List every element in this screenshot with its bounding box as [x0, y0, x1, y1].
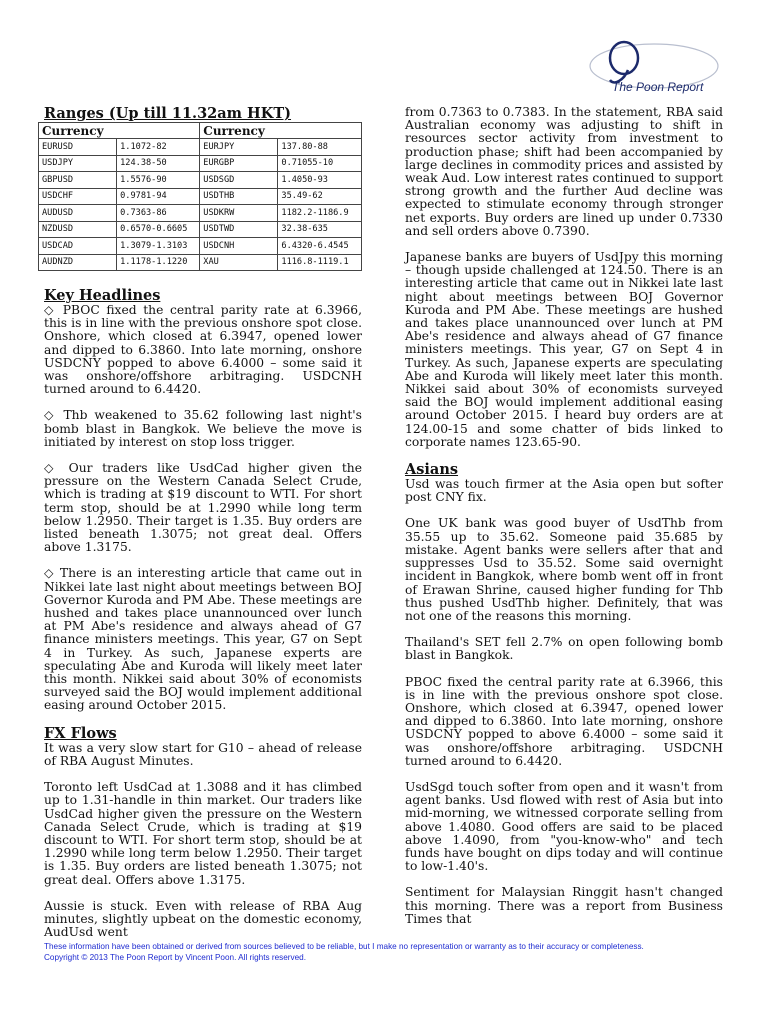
range-value: 1.5576-90: [117, 172, 200, 189]
currency-header-left: Currency: [39, 123, 200, 139]
currency-pair: USDCAD: [39, 238, 117, 255]
left-column: [44, 287, 362, 939]
currency-pair: USDSGD: [200, 172, 278, 189]
asians-para: Sentiment for Malaysian Ringgit hasn't changed this morning. There was a report from Business Times that: [405, 885, 723, 926]
fx-flows-para: Aussie is stuck. Even with release of RBA Aug minutes, slightly upbeat on the domestic economy, AudUsd went: [44, 898, 362, 940]
asians-para: UsdSgd touch softer from open and it wasn't from agent banks. Usd flowed with rest of Asia but into mid-morning, we witnessed corporate selling from above 1.4080. Good offers are said to be placed above 1.4090, from "you-know-who" and tech funds have bought on dips today and will continue to low-1.40's.: [405, 779, 723, 874]
fx-flows-heading: FX Flows: [44, 724, 117, 742]
range-value: 0.9781-94: [117, 188, 200, 205]
currency-pair: XAU: [200, 254, 278, 271]
currency-pair: EURUSD: [39, 139, 117, 156]
ranges-row: [39, 139, 362, 156]
asians-para: One UK bank was good buyer of UsdThb from 35.55 up to 35.62. Someone paid 35.685 by mistake. Agent banks were sellers after that and suppresses Usd to 35.52. Some said overnight incident in Bangkok, where bomb went off in front of Erawan Shrine, caused higher funding for Thb thus pushed UsdThb higher. Definitely, that was not one of the reasons this morning.: [405, 516, 723, 623]
footer-copyright: Copyright © 2013 The Poon Report by Vincent Poon. All rights reserved.: [44, 953, 306, 962]
currency-pair: EURGBP: [200, 155, 278, 172]
currency-pair: AUDUSD: [39, 205, 117, 222]
range-value: 1182.2-1186.9: [278, 205, 362, 222]
body-para: from 0.7363 to 0.7383. In the statement, RBA said Australian economy was adjusting to shift in resources sector activity from investment to production phase; shift had been accompanied by large declines in commodity prices and assisted by weak Aud. Low interest rates continued to support strong growth and the further Aud decline was expected to stimulate economy through stronger net exports. Buy orders are lined up under 0.7330 and sell orders above 0.7390.: [405, 105, 724, 238]
currency-pair: USDJPY: [39, 155, 117, 172]
range-value: 1.3079-1.3103: [117, 238, 200, 255]
currency-pair: USDTWD: [200, 221, 278, 238]
headline-item: ◇ Our traders like UsdCad higher given the pressure on the Western Canada Select Crude, which is trading at $19 discount to WTI. For short term stop, should be at 1.2990 while long term below 1.2950. Their target is 1.35. Buy orders are listed beneath 1.3075; not great deal. Offers above 1.3175.: [44, 461, 362, 555]
range-value: 124.38-50: [117, 155, 200, 172]
ranges-row: [39, 254, 362, 271]
range-value: 35.49-62: [278, 188, 362, 205]
currency-pair: USDKRW: [200, 205, 278, 222]
ranges-row: [39, 221, 362, 238]
headline-item: ◇ Thb weakened to 35.62 following last night's bomb blast in Bangkok. We believe the move is initiated by interest on stop loss trigger.: [44, 408, 362, 449]
asians-heading: Asians: [405, 461, 459, 479]
headline-item: ◇ There is an interesting article that came out in Nikkei late last night about meetings between BOJ Governor Kuroda and PM Abe. These meetings are hushed and takes place unannounced over lunch at PM Abe's residence and always ahead of G7 finance ministers meetings. This year, G7 on Sept 4 in Turkey. As such, Japanese experts are speculating Abe and Kuroda will likely meet later this month. Nikkei said about 30% of economists surveyed said the BOJ would implement additional easing around October 2015.: [44, 566, 362, 713]
key-headlines-heading: Key Headlines: [44, 287, 161, 304]
range-value: 1.1072-82: [117, 139, 200, 156]
ranges-row: [39, 238, 362, 255]
brand-name: The Poon Report: [612, 80, 704, 94]
range-value: 0.6570-0.6605: [117, 221, 200, 238]
ranges-row: [39, 205, 362, 222]
fx-flows-para: It was a very slow start for G10 – ahead of release of RBA August Minutes.: [44, 740, 362, 768]
currency-pair: AUDNZD: [39, 254, 117, 271]
footer: [44, 941, 724, 963]
currency-pair: USDTHB: [200, 188, 278, 205]
body-para: Japanese banks are buyers of UsdJpy this morning – though upside challenged at 124.50. There is an interesting article that came out in Nikkei late last night about meetings between BOJ Governor Kuroda and PM Abe. These meetings are hushed and takes place unannounced over lunch at PM Abe's residence and always ahead of G7 finance ministers meetings. This year, G7 on Sept 4 in Turkey. As such, Japanese experts are speculating Abe and Kuroda will likely meet later this month. Nikkei said about 30% of economists surveyed said the BOJ would implement additional easing around October 2015. I heard buy orders are at 124.00-15 and some chatter of bids linked to corporate names 123.65-90.: [405, 250, 723, 449]
range-value: 6.4320-6.4545: [278, 238, 362, 255]
ranges-title: Ranges (Up till 11.32am HKT): [44, 105, 292, 122]
ranges-row: [39, 155, 362, 172]
ranges-header-row: [39, 123, 362, 139]
range-value: 32.38-635: [278, 221, 362, 238]
currency-pair: USDCHF: [39, 188, 117, 205]
currency-pair: USDCNH: [200, 238, 278, 255]
range-value: 137.80-88: [278, 139, 362, 156]
asians-para: Thailand's SET fell 2.7% on open following bomb blast in Bangkok.: [405, 635, 723, 663]
currency-pair: GBPUSD: [39, 172, 117, 189]
range-value: 1116.8-1119.1: [278, 254, 362, 271]
ranges-row: [39, 188, 362, 205]
currency-pair: NZDUSD: [39, 221, 117, 238]
range-value: 1.4050-93: [278, 172, 362, 189]
asians-para: PBOC fixed the central parity rate at 6.3966, this is in line with the previous onshore spot close. Onshore, which closed at 6.3947, opened lower and dipped to 6.3860. Into late morning, onshore USDCNY popped to above 6.4000 – some said it was onshore/offshore arbitraging. USDCNH turned around to 6.4420.: [405, 674, 723, 768]
asians-para: Usd was touch firmer at the Asia open but softer post CNY fix.: [405, 477, 723, 505]
currency-pair: EURJPY: [200, 139, 278, 156]
ranges-row: [39, 172, 362, 189]
headline-item: ◇ PBOC fixed the central parity rate at 6.3966, this is in line with the previous onshore spot close. Onshore, which closed at 6.3947, opened lower and dipped to 6.3860. Into late morning, onshore USDCNY popped to above 6.4000 – some said it was onshore/offshore arbitraging. USDCNH turned around to 6.4420.: [44, 303, 362, 397]
range-value: 0.71055-10: [278, 155, 362, 172]
footer-disclaimer: These information have been obtained or derived from sources believed to be reliable, but I make no representation or warranty as to their accuracy or completeness.: [44, 942, 644, 951]
range-value: 1.1178-1.1220: [117, 254, 200, 271]
fx-flows-para: Toronto left UsdCad at 1.3088 and it has climbed up to 1.31-handle in thin market. Our traders like UsdCad higher given the pressure on the Western Canada Select Crude, which is trading at $19 discount to WTI. For short term stop, should be at 1.2990 while long term below 1.2950. Their target is 1.35. Buy orders are listed beneath 1.3075; not great deal. Offers above 1.3175.: [44, 780, 362, 887]
ranges-table: [38, 122, 362, 271]
currency-header-right: Currency: [200, 123, 362, 139]
right-column: [405, 106, 723, 926]
range-value: 0.7363-86: [117, 205, 200, 222]
